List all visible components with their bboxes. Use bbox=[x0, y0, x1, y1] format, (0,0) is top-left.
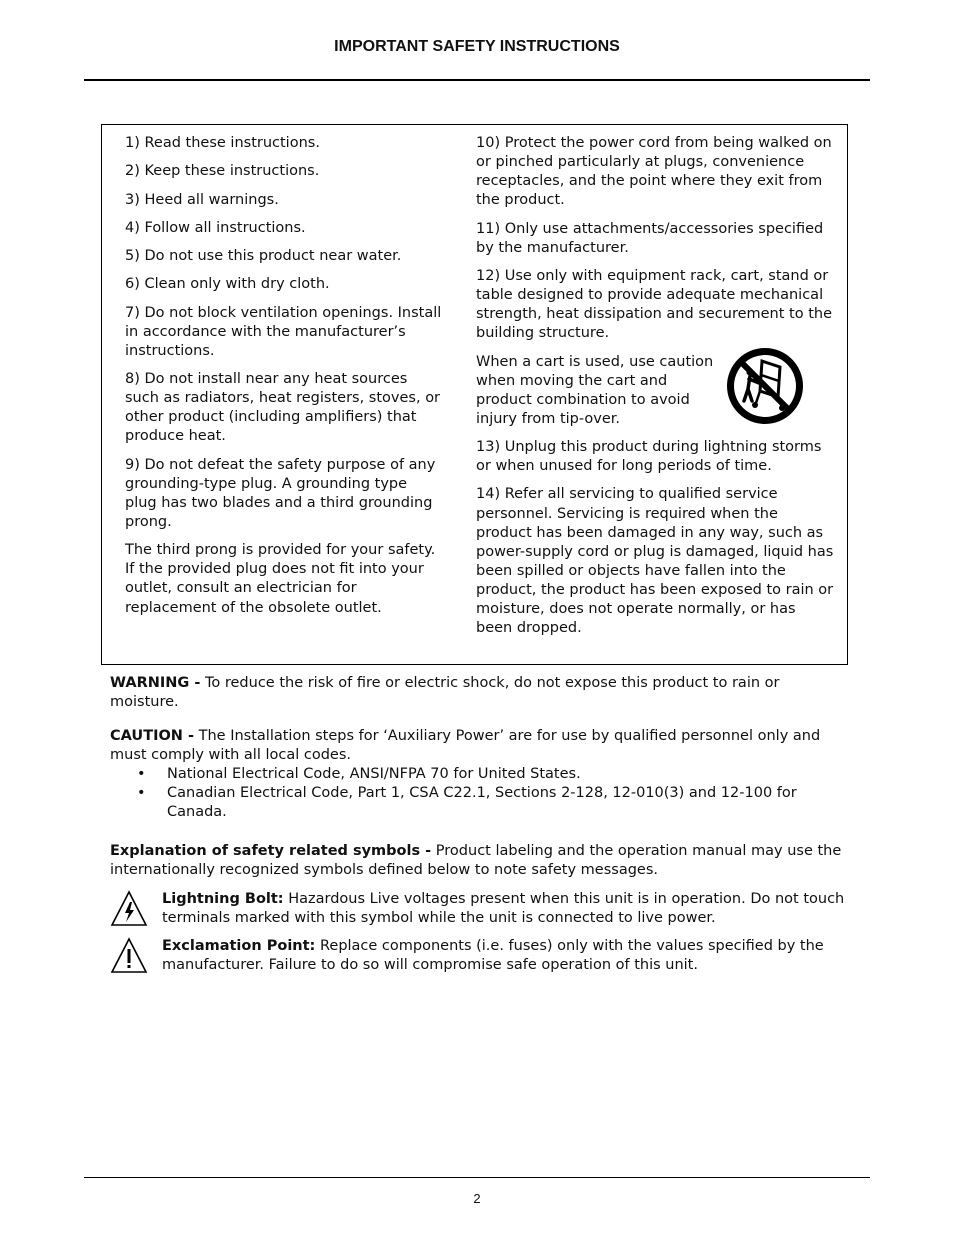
list-item: • Canadian Electrical Code, Part 1, CSA C22.1, Sections 2-128, 12-010(3) and 12-100 for Canada. bbox=[110, 784, 850, 822]
page-number: 2 bbox=[473, 1191, 481, 1206]
warning-label: WARNING - bbox=[110, 675, 201, 691]
caution-label: CAUTION - bbox=[110, 728, 195, 744]
caution-paragraph bbox=[110, 727, 850, 822]
lightning-bolt-label: Lightning Bolt: bbox=[162, 891, 284, 907]
instruction-item: 2) Keep these instructions. bbox=[125, 163, 320, 180]
instruction-item: 3) Heed all warnings. bbox=[125, 191, 279, 208]
safety-instructions-box bbox=[101, 124, 848, 665]
symbols-explanation-paragraph bbox=[110, 842, 850, 880]
instruction-item: 14) Refer all servicing to qualified service personnel. Servicing is required when the product has been damaged in any way, such as power-supply cord or plug is damaged, liquid has been spilled or objects have fallen into the product, the product has been exposed to rain or moisture, does not operate normally, or has been dropped. bbox=[476, 486, 834, 637]
instruction-item: 12) Use only with equipment rack, cart, stand or table designed to provide adequate mechanical strength, heat dissipation and securement to the building structure. bbox=[476, 267, 833, 342]
warning-paragraph bbox=[110, 674, 850, 712]
symbols-label: Explanation of safety related symbols - bbox=[110, 843, 432, 859]
instruction-item: 4) Follow all instructions. bbox=[125, 219, 306, 236]
footer-rule bbox=[84, 1177, 870, 1178]
instruction-note: The third prong is provided for your safety. If the provided plug does not fit into your outlet, consult an electrician for replacement of the obsolete outlet. bbox=[125, 542, 436, 616]
page-title: IMPORTANT SAFETY INSTRUCTIONS bbox=[334, 38, 620, 55]
cart-tip-over-icon bbox=[724, 345, 806, 427]
instruction-item: 5) Do not use this product near water. bbox=[125, 248, 402, 265]
instruction-item: 10) Protect the power cord from being walked on or pinched particularly at plugs, convenience receptacles, and the point where they exit from the product. bbox=[476, 135, 832, 209]
instruction-item: 6) Clean only with dry cloth. bbox=[125, 276, 330, 293]
exclamation-point-symbol-row bbox=[110, 937, 850, 977]
caution-text: The Installation steps for ‘Auxiliary Power’ are for use by qualified personnel only and must comply with all local codes. bbox=[110, 728, 821, 764]
instruction-item: 13) Unplug this product during lightning storms or when unused for long periods of time. bbox=[476, 439, 822, 475]
warning-text: To reduce the risk of fire or electric shock, do not expose this product to rain or moisture. bbox=[110, 675, 780, 711]
instruction-item: 1) Read these instructions. bbox=[125, 135, 320, 151]
lightning-bolt-text: Hazardous Live voltages present when this unit is in operation. Do not touch terminals marked with this symbol while the unit is connected to live power. bbox=[162, 891, 845, 927]
instruction-item: 9) Do not defeat the safety purpose of any grounding-type plug. A grounding type plug has two blades and a third grounding prong. bbox=[125, 456, 436, 530]
instruction-item: 7) Do not block ventilation openings. Install in accordance with the manufacturer’s instructions. bbox=[125, 304, 442, 359]
lightning-bolt-warning-icon bbox=[110, 890, 148, 928]
instruction-item: 8) Do not install near any heat sources such as radiators, heat registers, stoves, or other product (including amplifiers) that produce heat. bbox=[125, 371, 441, 445]
cart-warning-text: When a cart is used, use caution when moving the cart and product combination to avoid injury from tip-over. bbox=[476, 353, 714, 427]
list-item: • National Electrical Code, ANSI/NFPA 70 for United States. bbox=[110, 765, 850, 784]
caution-code-list bbox=[110, 765, 850, 822]
instructions-left-column bbox=[125, 134, 443, 627]
header-rule bbox=[84, 79, 870, 81]
exclamation-point-text: Replace components (i.e. fuses) only with the values specified by the manufacturer. Failure to do so will compromise safe operation of this unit. bbox=[162, 938, 824, 974]
cart-warning-row bbox=[476, 353, 834, 429]
instructions-right-column bbox=[476, 134, 834, 647]
exclamation-warning-icon bbox=[110, 937, 148, 975]
exclamation-point-label: Exclamation Point: bbox=[162, 938, 316, 954]
lightning-bolt-symbol-row bbox=[110, 890, 850, 930]
instruction-item: 11) Only use attachments/accessories specified by the manufacturer. bbox=[476, 220, 824, 256]
symbols-intro: Product labeling and the operation manual may use the internationally recognized symbols defined below to note safety messages. bbox=[110, 843, 842, 879]
